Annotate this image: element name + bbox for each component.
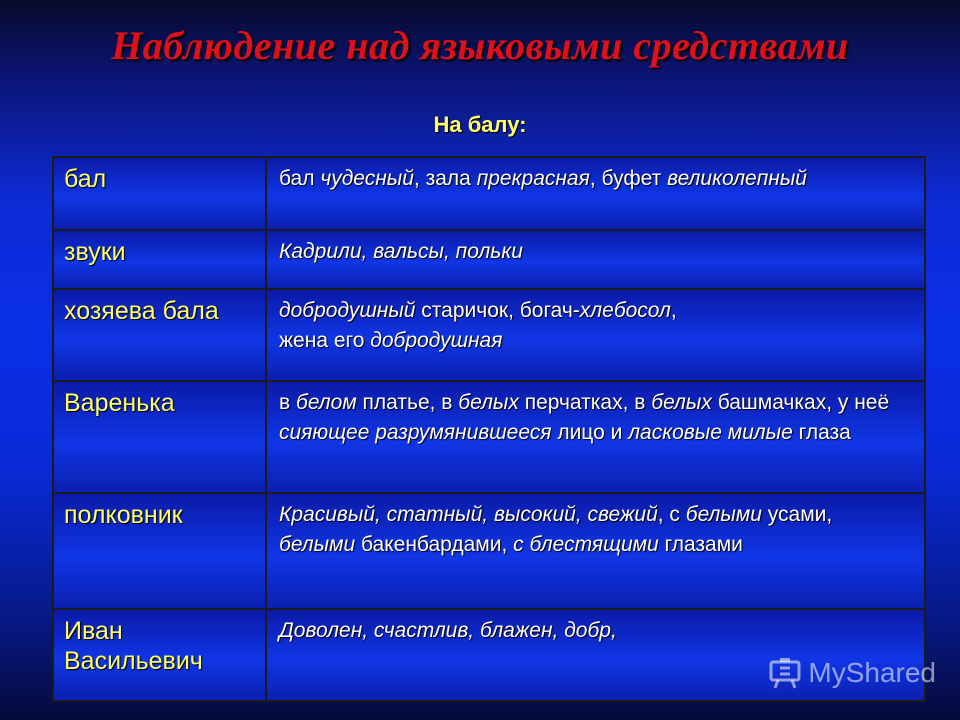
row-description bbox=[266, 493, 925, 609]
table-row bbox=[53, 230, 925, 289]
table-row bbox=[53, 381, 925, 493]
text-segment: бакенбардами, bbox=[355, 533, 514, 556]
row-label: Варенька bbox=[53, 381, 266, 493]
italic-segment: белыми bbox=[685, 503, 762, 526]
table-row bbox=[53, 493, 925, 609]
row-label: полковник bbox=[53, 493, 266, 609]
text-segment: , с bbox=[657, 503, 686, 526]
text-segment: , буфет bbox=[589, 167, 668, 190]
row-label: звуки bbox=[53, 230, 266, 289]
text-segment: , bbox=[670, 299, 677, 322]
italic-segment: с блестящими bbox=[513, 533, 659, 556]
italic-segment: белых bbox=[458, 391, 519, 414]
italic-segment: хлебосол bbox=[579, 299, 671, 322]
table-row bbox=[53, 289, 925, 381]
italic-segment: Кадрили, вальсы, польки bbox=[279, 240, 523, 263]
text-segment: лицо и bbox=[551, 421, 629, 444]
text-segment: башмачках, у неё bbox=[711, 391, 890, 414]
table-row bbox=[53, 157, 925, 230]
presentation-icon bbox=[768, 656, 802, 690]
row-label: Иван Васильевич bbox=[53, 609, 266, 701]
italic-segment: добродушная bbox=[370, 329, 503, 352]
slide-subtitle: На балу: bbox=[433, 112, 527, 137]
italic-segment: сияющее разрумянившееся bbox=[279, 421, 552, 444]
row-label: бал bbox=[53, 157, 266, 230]
row-description bbox=[266, 381, 925, 493]
text-segment: бал bbox=[279, 167, 321, 190]
watermark-text: MyShared bbox=[808, 657, 936, 688]
italic-segment: прекрасная bbox=[476, 167, 590, 190]
text-segment: платье, в bbox=[356, 391, 459, 414]
text-segment: жена его bbox=[279, 329, 371, 352]
observation-table bbox=[52, 156, 926, 702]
row-description bbox=[266, 157, 925, 230]
italic-segment: добродушный bbox=[279, 299, 416, 322]
text-segment: в bbox=[279, 391, 296, 414]
italic-segment: чудесный bbox=[320, 167, 414, 190]
italic-segment: ласковые милые bbox=[628, 421, 793, 444]
text-segment: , зала bbox=[413, 167, 477, 190]
row-description bbox=[266, 289, 925, 381]
italic-segment: белыми bbox=[279, 533, 356, 556]
text-segment: старичок, богач- bbox=[415, 299, 580, 322]
italic-segment: Красивый, статный, высокий, свежий bbox=[279, 503, 658, 526]
italic-segment: белых bbox=[651, 391, 712, 414]
italic-segment: Доволен, счастлив, блажен, добр, bbox=[279, 619, 617, 642]
text-segment: глазами bbox=[658, 533, 743, 556]
text-segment: глаза bbox=[792, 421, 851, 444]
text-segment: усами, bbox=[761, 503, 833, 526]
row-description bbox=[266, 230, 925, 289]
row-label: хозяева бала bbox=[53, 289, 266, 381]
watermark bbox=[768, 656, 936, 690]
slide-title: Наблюдение над языковыми средствами bbox=[111, 23, 849, 68]
italic-segment: великолепный bbox=[667, 167, 807, 190]
italic-segment: белом bbox=[296, 391, 357, 414]
text-segment: перчатках, в bbox=[518, 391, 652, 414]
